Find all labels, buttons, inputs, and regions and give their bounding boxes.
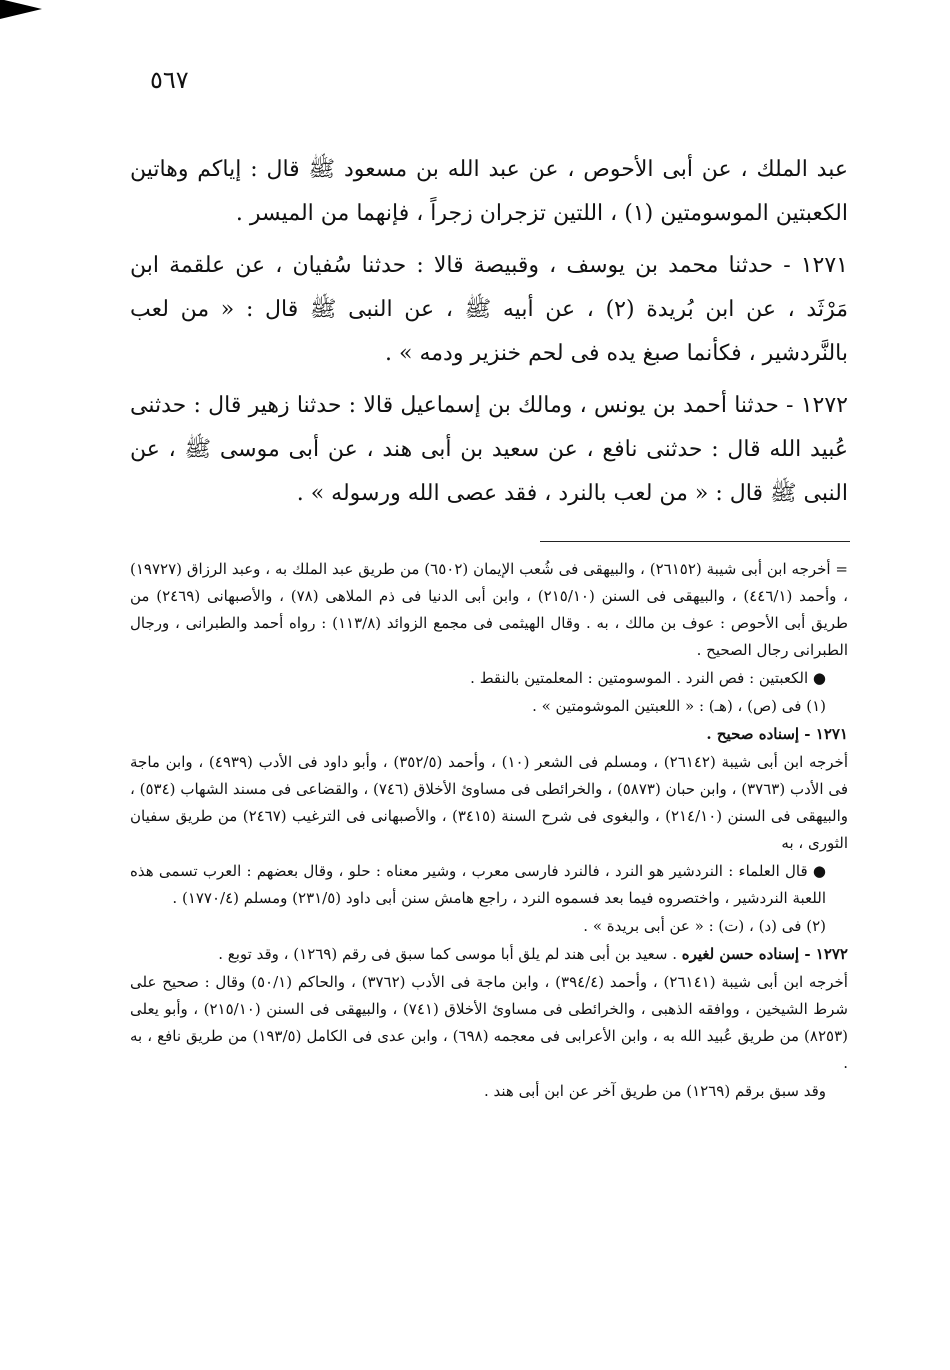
footnote-takhrij-1271: أخرجه ابن أبى شيبة (٢٦١٤٢) ، ومسلم فى الشعر (١٠) ، وأحمد (٣٥٢/٥) ، وأبو داود فى الأدب (٤٩٣٩) ، وابن ماجة فى الأدب (٣٧٦٣) ، وابن حبان (٥٨٧٣) ، والخرائطى فى مساوئ الأخلاق (٧٤٦) ، والقضاعى فى مسند الشهاب (٥٣٤) ، والبيهقى فى السنن (٢١٤/١٠) ، والبغوى فى شرح السنة (٣٤١٥) ، والأصبهانى فى الترغيب (٢٤٦٧) من طريق سفيان الثورى ، به <box>130 753 848 852</box>
footnote-grade-1271 <box>130 721 848 748</box>
footnotes <box>130 556 848 1106</box>
footnote-takhrij-continued: = أخرجه ابن أبى شيبة (٢٦١٥٢) ، والبيهقى فى شُعب الإيمان (٦٥٠٢) من طريق عبد الملك به ، وعبد الرزاق (١٩٧٢٧) ، وأحمد (٤٤٦/١) ، والبيهقى فى السنن (٢١٥/١٠) ، وابن أبى الدنيا فى ذم الملاهى (٧٨) ، والأصبهانى (٢٤٦٩) من طريق أبى الأحوص : عوف بن مالك ، به . وقال الهيثمى فى مجمع الزوائد (١١٣/٨) : رواه أحمد والطبرانى ، ورجال الطبرانى رجال الصحيح . <box>130 560 848 659</box>
footnote-grade-1272 <box>130 941 848 968</box>
page-number: ٥٦٧ <box>150 66 189 94</box>
grade-1272-note: . سعيد بن أبى هند لم يلق أبا موسى كما سبق فى رقم (١٢٦٩) ، وقد توبع . <box>218 945 682 963</box>
main-text <box>130 148 848 524</box>
hadith-1271: ١٢٧١ - حدثنا محمد بن يوسف ، وقبيصة قالا : حدثنا سُفيان ، عن علقمة ابن مَرْثَد ، عن ابن بُريدة (٢) ، عن أبيه ﷺ ، عن النبى ﷺ قال : « من لعب بالنَّردشير ، فكأنما صبغ يده فى لحم خنزير ودمه » . <box>130 253 848 366</box>
grade-1272-label: ١٢٧٢ - إسناده حسن لغيره <box>681 945 848 963</box>
footnote-divider <box>540 541 850 542</box>
footnote-gloss-nardashir: ● قال العلماء : النردشير هو النرد ، فالنرد فارسى معرب ، وشير معناه : حلو ، وقال بعضهم : العرب تسمى هذه اللعبة النردشير ، واختصروه فيما بعد فسموه النرد ، راجع هامش سنن أبى داود (٢٣١/٥) ومسلم (١٧٧٠/٤) . <box>130 862 826 907</box>
footnote-gloss-kabatain: ● الكعبتين : فص النرد . الموسومتين : المعلمتين بالنقط . <box>470 669 826 687</box>
corner-arrow-mark <box>0 0 42 19</box>
footnote-variant-1: (١) فى (ص) ، (هـ) : « اللعبتين الموشومتين » . <box>532 697 826 715</box>
footnote-takhrij-1272: أخرجه ابن أبى شيبة (٢٦١٤١) ، وأحمد (٣٩٤/٤) ، وابن ماجة فى الأدب (٣٧٦٢) ، والحاكم (٥٠/١) وقال : صحيح على شرط الشيخين ، ووافقه الذهبى ، والخرائطى فى مساوئ الأخلاق (٧٤١) ، والبيهقى فى السنن (٢١٥/١٠) ، وأبو يعلى (٨٢٥٣) من طريق عُبيد الله به ، وابن الأعرابى فى معجمه (٦٩٨) ، وابن عدى فى الكامل (١٩٣/٥) من طريق نافع ، به . <box>130 973 848 1072</box>
footnote-variant-2: (٢) فى (د) ، (ت) : « عن أبى بريدة » . <box>583 917 826 935</box>
footnote-cross-reference: وقد سبق برقم (١٢٦٩) من طريق آخر عن ابن أبى هند . <box>483 1082 826 1100</box>
hadith-1272: ١٢٧٢ - حدثنا أحمد بن يونس ، ومالك بن إسماعيل قالا : حدثنا زهير قال : حدثنى عُبيد الله قال : حدثنى نافع ، عن سعيد بن أبى هند ، عن أبى موسى ﷺ ، عن النبى ﷺ قال : « من لعب بالنرد ، فقد عصى الله ورسوله » . <box>130 393 848 506</box>
grade-1271-label: ١٢٧١ - إسناده صحيح . <box>706 725 848 743</box>
main-paragraph-1: عبد الملك ، عن أبى الأحوص ، عن عبد الله بن مسعود ﷺ قال : إياكم وهاتين الكعبتين الموسومتين (١) ، اللتين تزجران زجراً ، فإنهما من الميسر . <box>130 157 848 226</box>
